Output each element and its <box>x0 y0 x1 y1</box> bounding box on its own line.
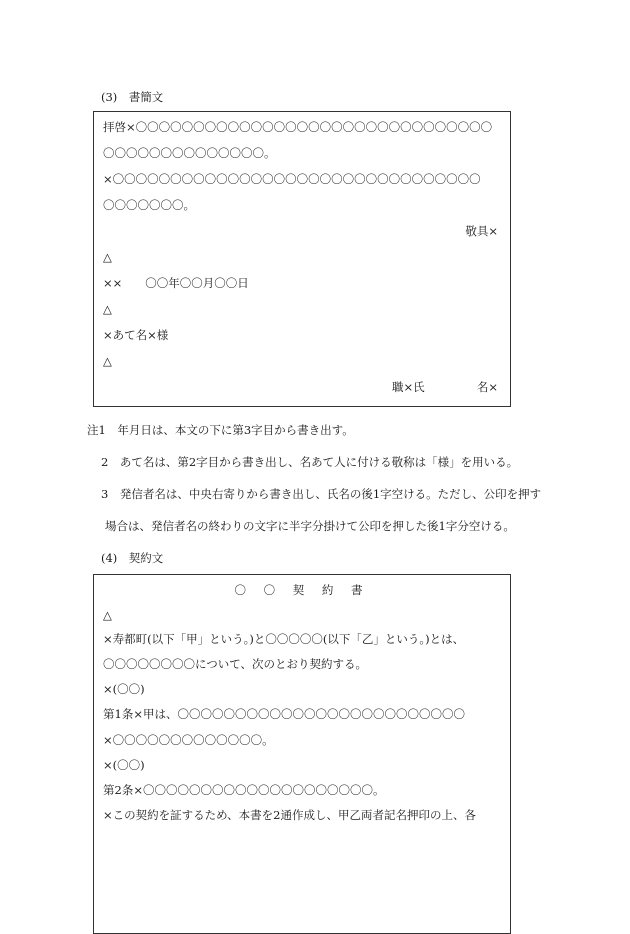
letter-body-line-2: 〇〇〇〇〇〇〇〇〇〇〇〇〇〇。 <box>103 146 276 160</box>
letter-sender-title: 職×氏 <box>392 380 425 394</box>
letter-body-line-3: ×〇〇〇〇〇〇〇〇〇〇〇〇〇〇〇〇〇〇〇〇〇〇〇〇〇〇〇〇〇〇〇〇 <box>103 172 481 186</box>
letter-addressee: ×あて名×様 <box>103 328 169 342</box>
article-1-line-1: 第1条×甲は、〇〇〇〇〇〇〇〇〇〇〇〇〇〇〇〇〇〇〇〇〇〇〇〇〇 <box>103 707 465 721</box>
note-2: 2 あて名は、第2字目から書き出し、名あて人に付ける敬称は「様」を用いる。 <box>101 455 519 469</box>
contract-section-heading: (4) 契約文 <box>101 551 164 565</box>
article-2-caption: ×(〇〇) <box>103 758 145 772</box>
article-1-line-2: ×〇〇〇〇〇〇〇〇〇〇〇〇〇。 <box>103 733 274 747</box>
contract-title: 〇 〇 契 約 書 <box>234 583 370 597</box>
letter-closing: 敬具× <box>465 224 498 238</box>
letter-date: ×× 〇〇年〇〇月〇〇日 <box>103 276 249 290</box>
letter-blank-line-1: △ <box>103 250 112 264</box>
letter-blank-line-3: △ <box>103 354 112 368</box>
letter-body-line-4: 〇〇〇〇〇〇〇。 <box>103 198 195 212</box>
contract-preamble-line-1: ×寿都町(以下「甲」という。)と〇〇〇〇〇(以下「乙」という。)とは、 <box>103 632 465 646</box>
letter-sender-name: 名× <box>476 380 498 394</box>
letter-section-heading: (3) 書簡文 <box>101 90 164 104</box>
letter-blank-line-2: △ <box>103 302 112 316</box>
article-2-line: 第2条×〇〇〇〇〇〇〇〇〇〇〇〇〇〇〇〇〇〇〇〇。 <box>103 783 385 797</box>
contract-closing-line: ×この契約を証するため、本書を2通作成し、甲乙両者記名押印の上、各 <box>103 808 476 822</box>
contract-blank-line: △ <box>103 608 112 622</box>
note-1: 注1 年月日は、本文の下に第3字目から書き出す。 <box>87 423 354 437</box>
contract-sample-box <box>93 574 511 934</box>
note-3-line-2: 場合は、発信者名の終わりの文字に半字分掛けて公印を押した後1字分空ける。 <box>105 519 515 533</box>
note-3-line-1: 3 発信者名は、中央右寄りから書き出し、氏名の後1字空ける。ただし、公印を押す <box>101 487 542 501</box>
letter-body-line-1: 拝啓×〇〇〇〇〇〇〇〇〇〇〇〇〇〇〇〇〇〇〇〇〇〇〇〇〇〇〇〇〇〇〇 <box>103 120 493 134</box>
contract-preamble-line-2: 〇〇〇〇〇〇〇〇について、次のとおり契約する。 <box>103 657 368 671</box>
article-1-caption: ×(〇〇) <box>103 682 145 696</box>
